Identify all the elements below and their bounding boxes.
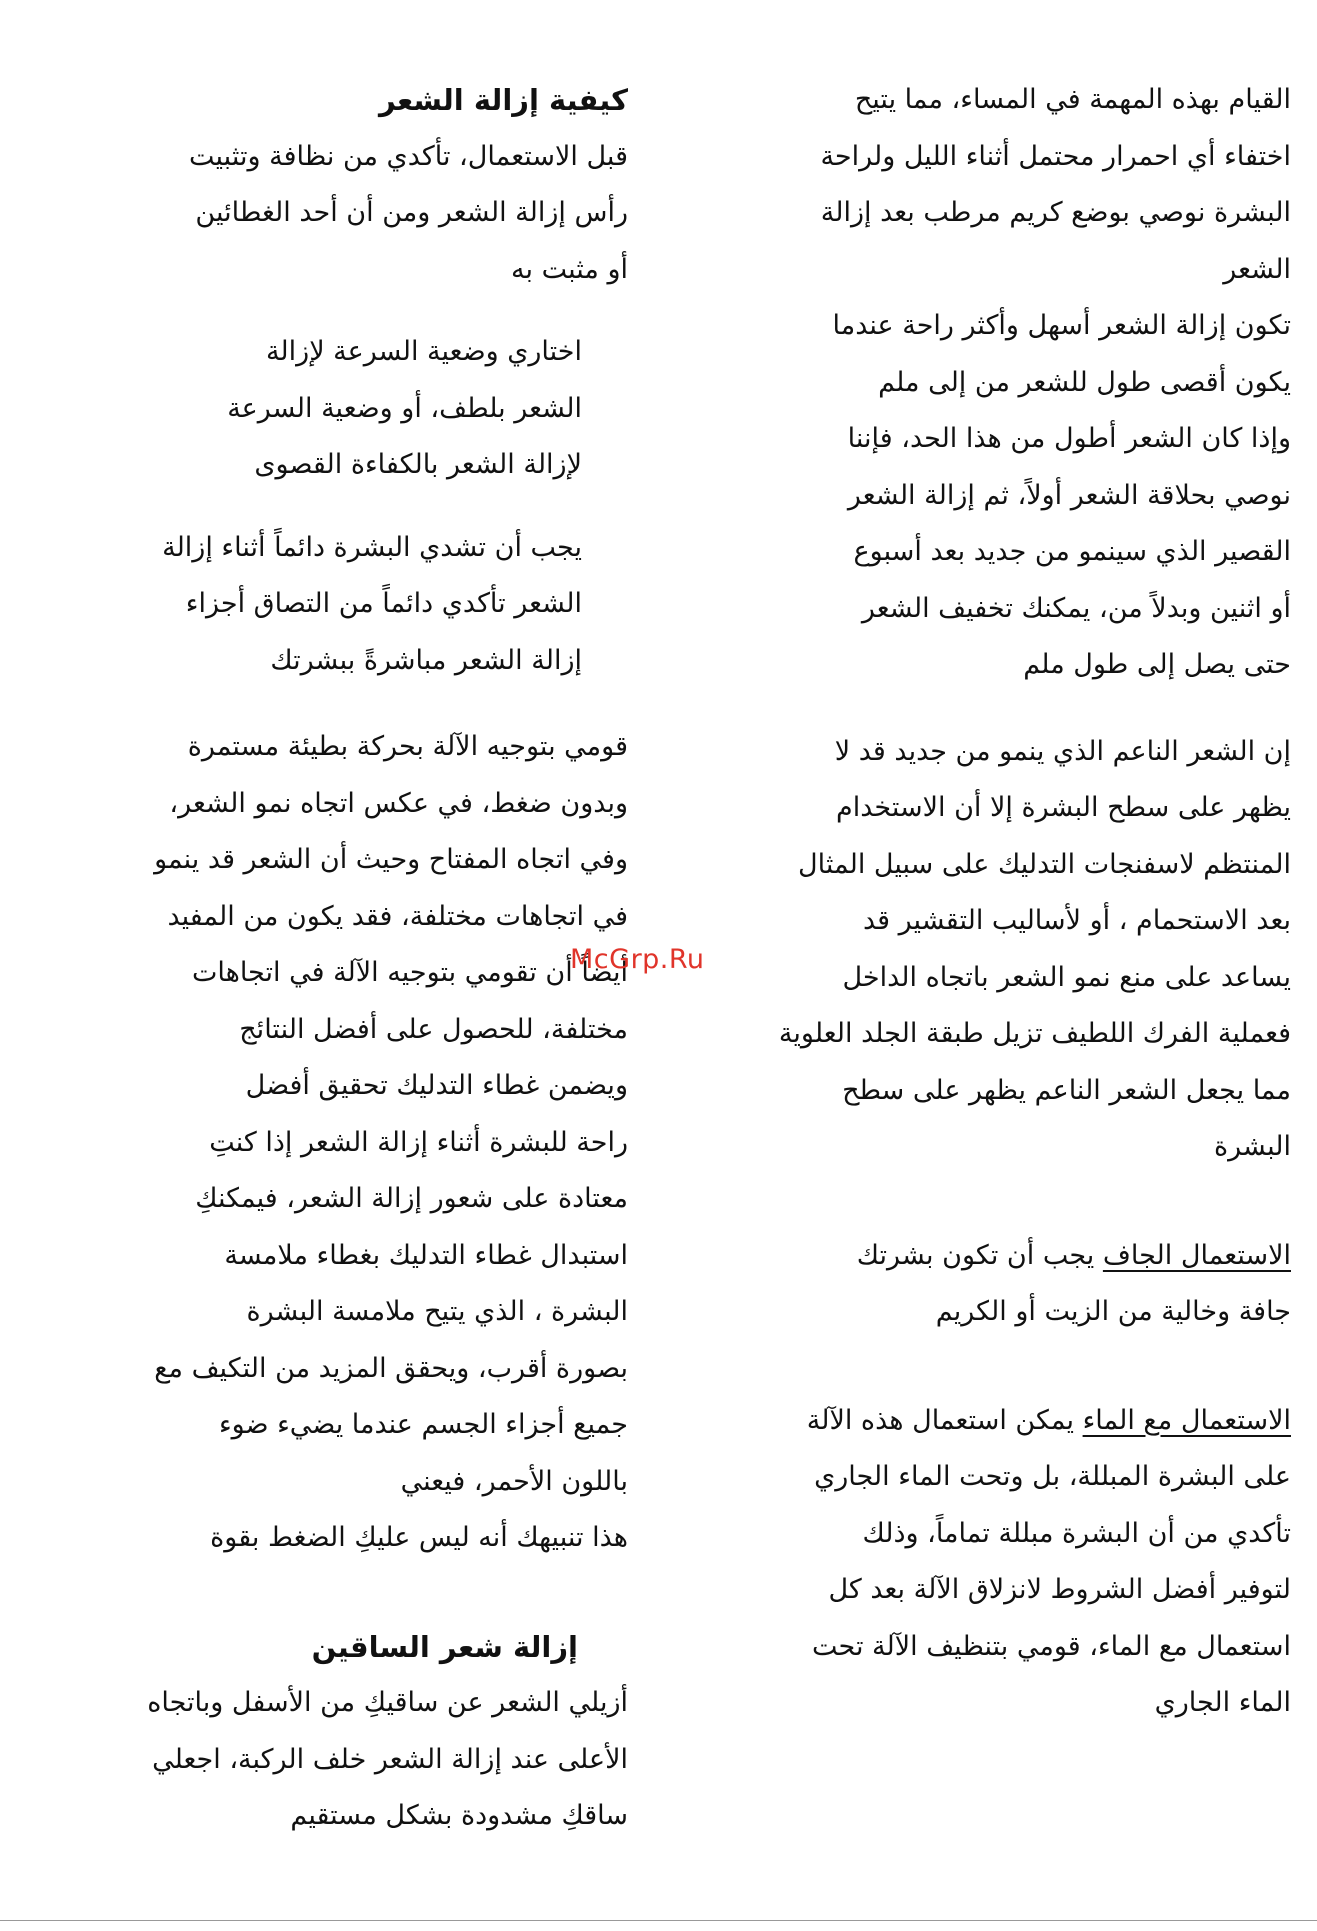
wet-use-paragraph: [686, 1393, 1291, 1732]
text-line: القيام بهذه المهمة في المساء، مما يتيح: [854, 84, 1291, 115]
hair-length-paragraph: [686, 298, 1291, 694]
text-line: بصورة أقرب، ويحقق المزيد من التكيف مع: [154, 1352, 628, 1384]
text-line: المنتظم لاسفنجات التدليك على سبيل المثال: [798, 848, 1291, 880]
legs-heading: إزالة شعر الساقين: [311, 1629, 578, 1664]
text-line: باللون الأحمر، فيعني: [400, 1465, 628, 1497]
text-line: نوصي بحلاقة الشعر أولاً، ثم إزالة الشعر: [847, 479, 1291, 511]
text-line: يكون أقصى طول للشعر من إلى ملم: [878, 366, 1291, 398]
text-line: لإزالة الشعر بالكفاءة القصوى: [254, 449, 582, 480]
text-line: [686, 1228, 1291, 1285]
wet-use-text: يمكن استعمال هذه الآلة: [806, 1404, 1074, 1436]
text-line: على البشرة المبللة، بل وتحت الماء الجاري: [814, 1461, 1291, 1492]
text-line: استعمال مع الماء، قومي بتنظيف الآلة تحت: [812, 1630, 1291, 1662]
text-line: يجب أن تشدي البشرة دائماً أثناء إزالة: [162, 531, 582, 563]
text-line: وبدون ضغط، في عكس اتجاه نمو الشعر،: [169, 787, 628, 819]
text-line: الماء الجاري: [1154, 1687, 1291, 1718]
before-use-paragraph: [18, 129, 628, 299]
text-line: ساقكِ مشدودة بشكل مستقيم: [290, 1800, 628, 1831]
text-line: لتوفير أفضل الشروط لانزلاق الآلة بعد كل: [828, 1574, 1291, 1605]
text-line: فعملية الفرك اللطيف تزيل طبقة الجلد العلوية: [778, 1018, 1291, 1049]
text-line: قومي بتوجيه الآلة بحركة بطيئة مستمرة: [187, 731, 628, 762]
dry-use-text: يجب أن تكون بشرتك: [856, 1239, 1095, 1271]
text-line: يساعد على منع نمو الشعر باتجاه الداخل: [842, 961, 1291, 993]
text-line: قبل الاستعمال، تأكدي من نظافة وتثبيت: [189, 140, 628, 172]
text-line: القصير الذي سينمو من جديد بعد أسبوع: [853, 536, 1291, 567]
text-line: جميع أجزاء الجسم عندما يضيء ضوء: [218, 1409, 628, 1440]
text-line: بعد الاستحمام ، أو لأساليب التقشير قد: [863, 905, 1291, 936]
intro-paragraph: [686, 72, 1291, 298]
text-line: البشرة ، الذي يتيح ملامسة البشرة: [246, 1296, 628, 1327]
text-line: الشعر: [1223, 253, 1291, 285]
text-line: ويضمن غطاء التدليك تحقيق أفضل: [245, 1070, 628, 1101]
dry-use-paragraph: [686, 1228, 1291, 1341]
right-column: [686, 72, 1291, 1732]
direction-paragraph: [18, 719, 628, 1567]
legs-paragraph: [18, 1675, 628, 1845]
text-line: معتادة على شعور إزالة الشعر، فيمكنكِ: [195, 1183, 628, 1214]
text-line: وإذا كان الشعر أطول من هذا الحد، فإننا: [847, 423, 1291, 454]
text-line: [686, 1393, 1291, 1450]
speed-setting-paragraph: [18, 324, 628, 494]
text-line: يظهر على سطح البشرة إلا أن الاستخدام: [836, 792, 1291, 823]
taut-skin-paragraph: [18, 520, 628, 690]
ingrown-hair-paragraph: [686, 724, 1291, 1176]
text-line: جافة وخالية من الزيت أو الكريم: [935, 1296, 1291, 1327]
text-line: أو اثنين وبدلاً من، يمكنك تخفيف الشعر: [861, 592, 1291, 624]
text-line: البشرة: [1213, 1131, 1291, 1162]
section-heading: كيفية إزالة الشعر: [379, 83, 628, 117]
text-line: رأس إزالة الشعر ومن أن أحد الغطائين: [195, 197, 628, 228]
text-line: مختلفة، للحصول على أفضل النتائج: [239, 1013, 628, 1045]
text-line: البشرة نوصي بوضع كريم مرطب بعد إزالة: [820, 197, 1291, 228]
dry-use-label: الاستعمال الجاف: [1102, 1239, 1291, 1271]
text-line: الأعلى عند إزالة الشعر خلف الركبة، اجعلي: [152, 1743, 628, 1775]
bottom-divider: [0, 1920, 1317, 1921]
watermark: McGrp.Ru: [570, 944, 705, 975]
text-line: أزيلي الشعر عن ساقيكِ من الأسفل وباتجاه: [147, 1687, 628, 1718]
left-column: [18, 72, 628, 1845]
text-line: اختاري وضعية السرعة لإزالة: [265, 336, 582, 367]
text-line: اختفاء أي احمرار محتمل أثناء الليل ولراحة: [820, 140, 1291, 172]
text-line: في اتجاهات مختلفة، فقد يكون من المفيد: [167, 900, 628, 932]
text-line: وفي اتجاه المفتاح وحيث أن الشعر قد ينمو: [154, 844, 628, 875]
text-line: استبدال غطاء التدليك بغطاء ملامسة: [224, 1239, 628, 1271]
text-line: إن الشعر الناعم الذي ينمو من جديد قد لا: [834, 735, 1291, 767]
text-line: الشعر تأكدي دائماً من التصاق أجزاء: [185, 588, 582, 619]
wet-use-label: الاستعمال مع الماء: [1082, 1404, 1291, 1436]
text-line: حتى يصل إلى طول ملم: [1023, 649, 1291, 680]
text-line: أيضاً أن تقومي بتوجيه الآلة في اتجاهات: [191, 957, 628, 988]
text-line: أو مثبت به: [511, 253, 628, 285]
text-line: تكون إزالة الشعر أسهل وأكثر راحة عندما: [832, 310, 1291, 341]
text-line: تأكدي من أن البشرة مبللة تماماً، وذلك: [862, 1517, 1291, 1549]
text-line: راحة للبشرة أثناء إزالة الشعر إذا كنتِ: [209, 1126, 628, 1158]
text-line: مما يجعل الشعر الناعم يظهر على سطح: [842, 1074, 1291, 1106]
text-line: هذا تنبيهك أنه ليس عليكِ الضغط بقوة: [210, 1522, 628, 1553]
text-line: إزالة الشعر مباشرةً ببشرتك: [270, 644, 582, 676]
text-line: الشعر بلطف، أو وضعية السرعة: [227, 392, 582, 424]
